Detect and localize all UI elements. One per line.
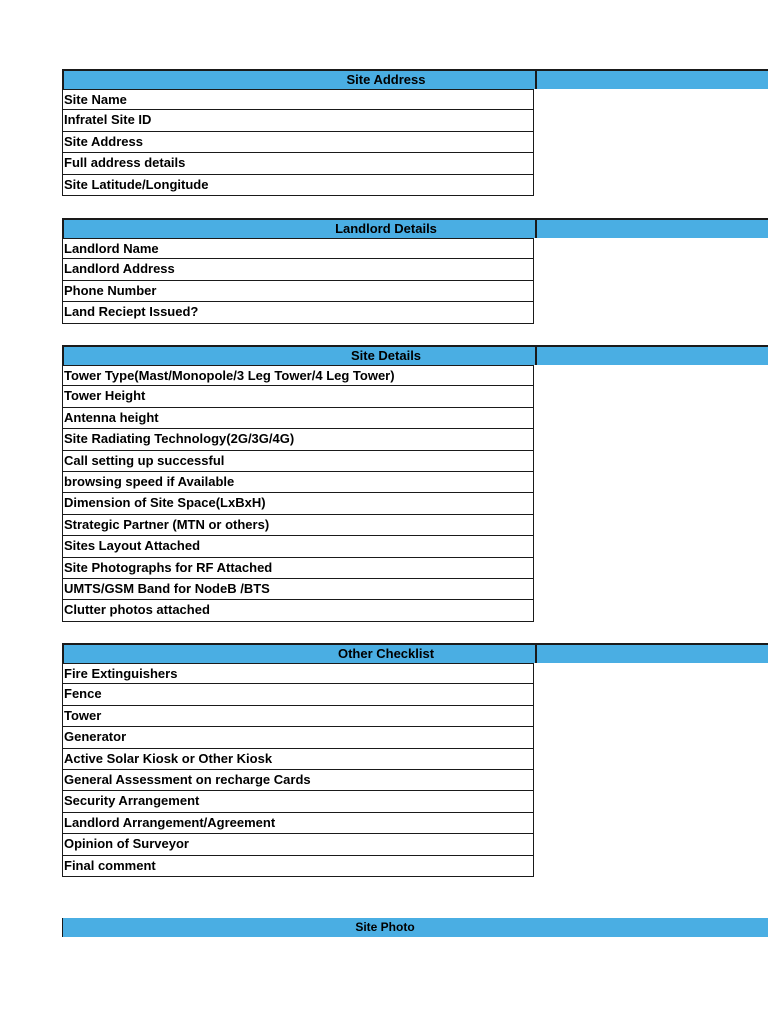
form-row: Dimension of Site Space(LxBxH) bbox=[62, 493, 534, 514]
form-row: Site Name bbox=[62, 89, 534, 110]
other-checklist-header bbox=[62, 643, 768, 663]
site-address-section bbox=[62, 69, 768, 196]
form-row: Antenna height bbox=[62, 408, 534, 429]
form-row: Opinion of Surveyor bbox=[62, 834, 534, 855]
form-row: Clutter photos attached bbox=[62, 600, 534, 621]
landlord-details-title: Landlord Details bbox=[335, 221, 437, 236]
header-divider bbox=[535, 643, 537, 663]
header-divider bbox=[535, 69, 537, 89]
landlord-details-section bbox=[62, 218, 768, 324]
form-row: Sites Layout Attached bbox=[62, 536, 534, 557]
form-row: Landlord Address bbox=[62, 259, 534, 280]
form-row: Phone Number bbox=[62, 281, 534, 302]
form-row: Active Solar Kiosk or Other Kiosk bbox=[62, 749, 534, 770]
other-checklist-title: Other Checklist bbox=[337, 646, 435, 661]
form-row: Final comment bbox=[62, 856, 534, 877]
form-row: Infratel Site ID bbox=[62, 110, 534, 131]
form-row: Tower bbox=[62, 706, 534, 727]
header-divider bbox=[535, 345, 537, 365]
form-row: Tower Type(Mast/Monopole/3 Leg Tower/4 Leg Tower) bbox=[62, 365, 534, 386]
form-row: Site Latitude/Longitude bbox=[62, 175, 534, 196]
header-divider bbox=[535, 218, 537, 238]
form-row: Landlord Arrangement/Agreement bbox=[62, 813, 534, 834]
form-row: Landlord Name bbox=[62, 238, 534, 259]
form-row: Generator bbox=[62, 727, 534, 748]
site-photo-header bbox=[62, 918, 768, 937]
form-row: UMTS/GSM Band for NodeB /BTS bbox=[62, 579, 534, 600]
site-address-header bbox=[62, 69, 768, 89]
landlord-details-header bbox=[62, 218, 768, 238]
form-row: General Assessment on recharge Cards bbox=[62, 770, 534, 791]
other-checklist-section bbox=[62, 643, 768, 877]
form-row: Strategic Partner (MTN or others) bbox=[62, 515, 534, 536]
form-row: browsing speed if Available bbox=[62, 472, 534, 493]
form-row: Site Address bbox=[62, 132, 534, 153]
form-row: Fire Extinguishers bbox=[62, 663, 534, 684]
site-details-section bbox=[62, 345, 768, 622]
form-row: Fence bbox=[62, 684, 534, 705]
form-row: Full address details bbox=[62, 153, 534, 174]
form-row: Land Reciept Issued? bbox=[62, 302, 534, 323]
site-details-title: Site Details bbox=[350, 348, 422, 363]
site-address-title: Site Address bbox=[346, 72, 426, 87]
site-photo-title: Site Photo bbox=[355, 920, 415, 934]
form-row: Call setting up successful bbox=[62, 451, 534, 472]
site-details-header bbox=[62, 345, 768, 365]
form-row: Site Photographs for RF Attached bbox=[62, 558, 534, 579]
form-row: Tower Height bbox=[62, 386, 534, 407]
form-row: Security Arrangement bbox=[62, 791, 534, 812]
form-row: Site Radiating Technology(2G/3G/4G) bbox=[62, 429, 534, 450]
